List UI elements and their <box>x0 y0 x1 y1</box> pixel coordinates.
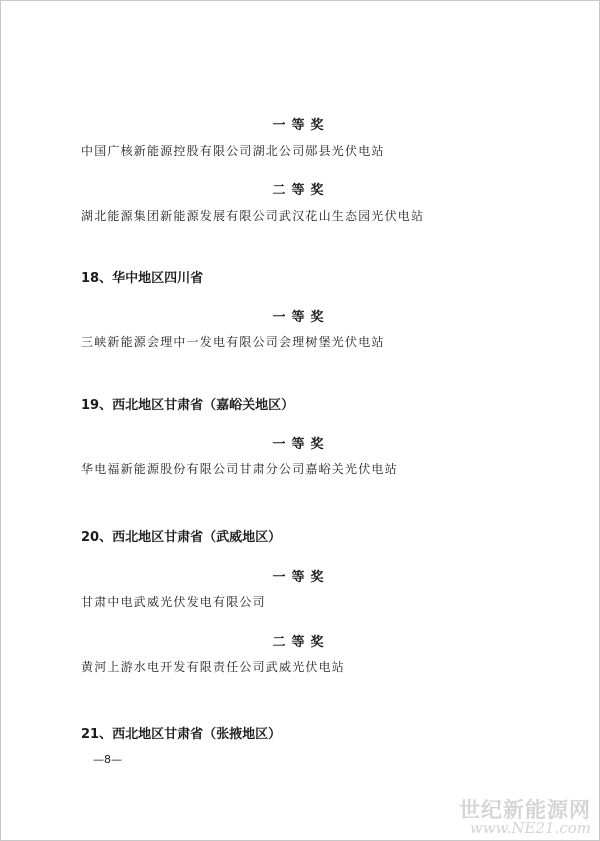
section-heading: 19、西北地区甘肃省（嘉峪关地区） <box>81 398 295 413</box>
award-heading: 二等奖 <box>272 635 330 650</box>
watermark <box>459 800 591 836</box>
award-heading: 一等奖 <box>272 310 330 325</box>
award-entry: 中国广核新能源控股有限公司湖北公司郧县光伏电站 <box>81 144 385 158</box>
award-entry: 湖北能源集团新能源发展有限公司武汉花山生态园光伏电站 <box>81 209 425 223</box>
page-number: —8— <box>93 753 122 766</box>
award-entry: 三峡新能源会理中一发电有限公司会理树堡光伏电站 <box>81 335 385 349</box>
award-entry: 甘肃中电武威光伏发电有限公司 <box>81 595 266 609</box>
watermark-url: www.NE21.com <box>469 819 591 837</box>
award-heading: 一等奖 <box>272 437 330 452</box>
watermark-name: 世纪新能源网 <box>459 798 591 822</box>
award-heading: 二等奖 <box>272 183 330 198</box>
award-entry: 黄河上游水电开发有限责任公司武威光伏电站 <box>81 660 346 674</box>
section-heading: 18、华中地区四川省 <box>81 271 204 286</box>
award-heading: 一等奖 <box>272 570 330 585</box>
section-heading: 20、西北地区甘肃省（武威地区） <box>81 530 282 545</box>
award-entry: 华电福新能源股份有限公司甘肃分公司嘉峪关光伏电站 <box>81 462 398 476</box>
section-heading: 21、西北地区甘肃省（张掖地区） <box>81 727 282 742</box>
award-heading: 一等奖 <box>272 118 330 133</box>
